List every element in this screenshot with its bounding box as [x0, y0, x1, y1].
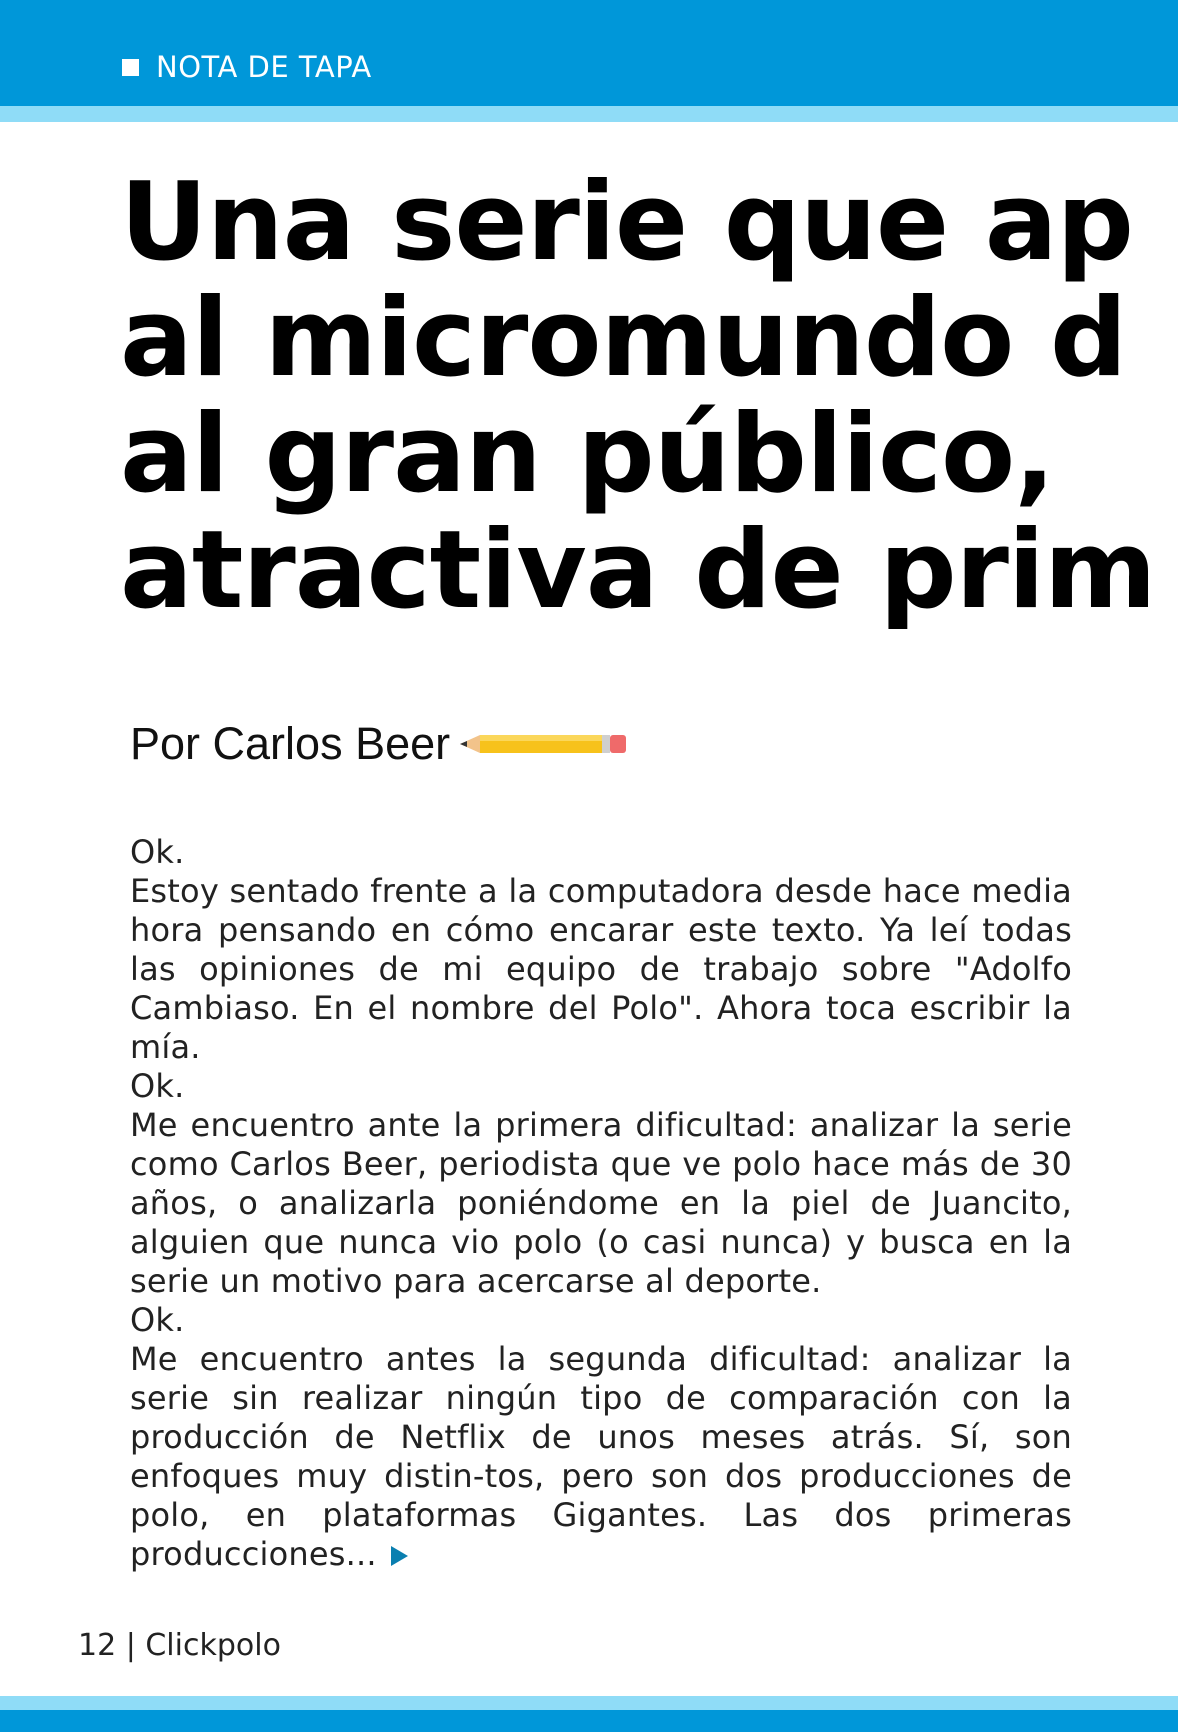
play-arrow-icon[interactable]: [391, 1546, 408, 1566]
byline-author: Por Carlos Beer: [130, 718, 451, 769]
top-light-stripe: [0, 106, 1178, 122]
byline: [130, 718, 628, 770]
paragraph: Ok.: [130, 833, 185, 871]
paragraph: Ok.: [130, 1301, 185, 1339]
headline-line: al gran público,: [120, 392, 1055, 517]
section-label-text: NOTA DE TAPA: [156, 50, 372, 84]
headline: [120, 165, 1178, 629]
bottom-light-stripe: [0, 1696, 1178, 1710]
paragraph: Ok.: [130, 1067, 185, 1105]
pencil-icon: [460, 729, 628, 759]
headline-line: atractiva de prim: [120, 508, 1156, 629]
headline-line: Una serie que ap: [120, 165, 1133, 285]
page-footer: 12 | Clickpolo: [78, 1628, 281, 1663]
headline-line: al micromundo d: [120, 276, 1127, 401]
paragraph: Me encuentro ante la primera dificultad: analizar la serie como Carlos Beer, periodista que ve polo hace más de 30 años, o analizarla poniéndome en la piel de Juancito, alguien que nunca vio polo (o casi nunca) y busca en la serie un motivo para acercarse al deporte.: [130, 1106, 1072, 1300]
square-bullet-icon: [122, 59, 139, 76]
paragraph: Estoy sentado frente a la computadora desde hace media hora pensando en cómo encarar este texto. Ya leí todas las opiniones de mi equipo de trabajo sobre "Adolfo Cambiaso. En el nombre del Polo". Ahora toca escribir la mía.: [130, 872, 1072, 1066]
paragraph-text: Me encuentro antes la segunda dificultad: analizar la serie sin realizar ningún tipo de comparación con la producción de Netflix de unos meses atrás. Sí, son enfoques muy distin-tos, pero son dos producciones de polo, en plataformas Gigantes. Las dos primeras producciones...: [130, 1340, 1072, 1573]
paragraph-last: [130, 1340, 1072, 1574]
section-label: [122, 50, 372, 84]
bottom-color-band: [0, 1710, 1178, 1732]
article-body: [130, 833, 1072, 1574]
